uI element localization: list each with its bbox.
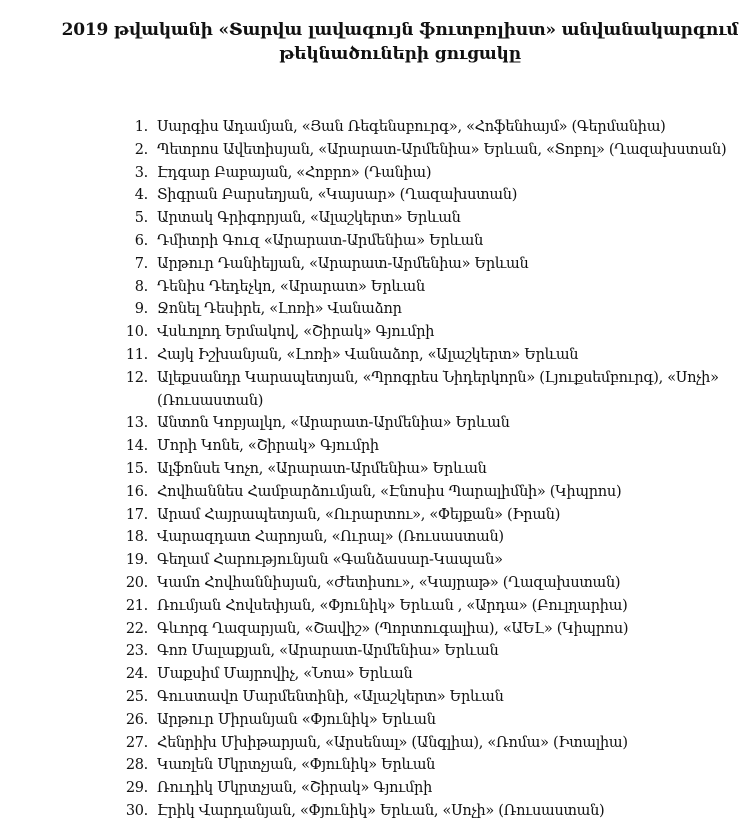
list-item-number: 1. [134,119,148,135]
list-item-number: 29. [125,780,148,797]
list-item-number: 9. [134,301,148,318]
list-item [0,686,752,709]
list-item-text: Էրիկ Վարդանյան, «Փյունիկ» Երևան, «Սոչի» (Ռուսաստան) [157,802,605,819]
list-item-number: 3. [134,164,148,181]
list-item-text: Հայկ Իշխանյան, «Լոռի» Վանաձոր, «Ալաշկերտ» Երևան [157,346,579,363]
list-item [0,618,752,641]
list-item-text: Ալեքսանդր Կարապետյան, «Պրոգրես Նիդերկորն» (Լյուքսեմբուրգ), «Սոչի» (Ռուսաստան) [157,369,719,409]
list-item-text: Մաքսիմ Մայրովիչ, «Նոա» Երևան [157,666,413,683]
list-item-number: 13. [125,415,148,432]
list-item-number: 27. [125,734,148,751]
list-item-number: 4. [134,187,148,204]
list-item-text: Դմիտրի Գուզ «Արարատ-Արմենիա» Երևան [157,232,484,249]
list-item [0,504,752,527]
list-item-number: 24. [125,666,148,683]
list-item [0,367,752,413]
list-item [0,481,752,504]
list-item [0,435,752,458]
list-item [0,344,752,367]
list-item [0,162,752,185]
list-item-number: 16. [125,483,148,500]
list-item-text: Մորի Կոնե, «Շիրակ» Գյումրի [157,438,379,455]
list-item-number: 21. [125,597,148,614]
list-item [0,732,752,755]
list-item [0,298,752,321]
list-item-number: 26. [125,711,148,728]
list-item-text: Արամ Հայրապետյան, «Ուրարտու», «Փեյքան» (Իրան) [157,506,561,523]
list-item-text: Արթուր Միրանյան «Փյունիկ» Երևան [157,711,436,728]
list-item-number: 11. [125,346,148,363]
list-item-text: Արտակ Գրիգորյան, «Ալաշկերտ» Երևան [157,210,461,227]
list-item-number: 28. [125,757,148,774]
list-item-number: 5. [134,210,148,227]
document-title [60,18,740,66]
list-item-text: Գուստավո Մարմենտինի, «Ալաշկերտ» Երևան [157,688,504,705]
list-item-number: 17. [125,506,148,523]
list-item [0,709,752,732]
list-item [0,184,752,207]
title-line-1: 2019 թվականի «Տարվա լավագույն ֆուտբոլիստ» անվանակարգում [61,20,739,40]
list-item-number: 14. [125,438,148,455]
list-item-number: 6. [134,232,148,249]
list-item [0,595,752,618]
list-item [0,139,752,162]
list-item [0,321,752,344]
list-item-text: Ռուդիկ Մկրտչյան, «Շիրակ» Գյումրի [157,780,432,797]
title-line-2: թեկնածուների ցուցակը [279,44,521,64]
list-item-number: 2. [134,141,148,158]
list-item-text: Գոռ Մալաքյան, «Արարատ-Արմենիա» Երևան [157,643,499,660]
list-item-number: 10. [125,324,148,341]
list-item-number: 15. [125,460,148,477]
list-item [0,800,752,823]
list-item [0,116,752,139]
list-item-number: 12. [125,369,148,386]
list-item-text: Անտոն Կոբյալկո, «Արարատ-Արմենիա» Երևան [157,415,510,432]
list-item-number: 19. [125,552,148,569]
list-item-number: 25. [125,688,148,705]
list-item [0,549,752,572]
list-item [0,230,752,253]
list-item-number: 7. [134,255,148,272]
list-item [0,458,752,481]
candidate-list [0,116,752,823]
list-item [0,526,752,549]
list-item-number: 8. [134,278,148,295]
list-item-text: Հովհաննես Համբարձումյան, «Էնոսիս Պարալիմնի» (Կիպրոս) [157,483,622,500]
list-item [0,412,752,435]
list-item-text: Արթուր Դանիելյան, «Արարատ-Արմենիա» Երևան [157,255,529,272]
list-item-text: Ջոնել Դեսիրե, «Լոռի» Վանաձոր [157,301,402,318]
list-item-text: Գևորգ Ղազարյան, «Շավիշ» (Պորտուգալիա), «ԱԵԼ» (Կիպրոս) [157,620,629,637]
list-item-number: 18. [125,529,148,546]
list-item-text: Դենիս Դեդեչկո, «Արարատ» Երևան [157,278,425,295]
list-item-text: Ալֆոնսե Կոչո, «Արարատ-Արմենիա» Երևան [157,460,487,477]
list-item [0,777,752,800]
list-item-text: Գեղամ Հարությունյան «Գանձասար-Կապան» [157,552,503,569]
list-item-text: Կառլեն Մկրտչյան, «Փյունիկ» Երևան [157,757,436,774]
list-item-text: Վարազդատ Հարոյան, «Ուրալ» (Ռուսաստան) [157,529,504,546]
list-item-number: 23. [125,643,148,660]
list-item-text: Կամո Հովհաննիսյան, «Ժետիսու», «Կայրաթ» (Ղազախստան) [157,574,621,591]
list-item [0,253,752,276]
list-item-number: 22. [125,620,148,637]
list-item [0,572,752,595]
list-item-text: Վսևոլոդ Երմակով, «Շիրակ» Գյումրի [157,324,435,341]
list-item-number: 20. [125,574,148,591]
list-item [0,276,752,299]
list-item-text: Էդգար Բաբայան, «Հոբրո» (Դանիա) [157,164,432,181]
list-item [0,640,752,663]
list-item [0,754,752,777]
list-item-text: Ռումյան Հովսեփյան, «Փյունիկ» Երևան , «Արդա» (Բուլղարիա) [157,597,628,614]
list-item-text: Տիգրան Բարսեղյան, «Կայսար» (Ղազախստան) [157,187,518,204]
list-item-text: Պետրոս Ավետիսյան, «Արարատ-Արմենիա» Երևան, «Տոբոլ» (Ղազախստան) [157,141,727,158]
list-item [0,207,752,230]
list-item [0,663,752,686]
list-item-text: Հենրիխ Մխիթարյան, «Արսենալ» (Անգլիա), «Ռոմա» (Իտալիա) [157,734,628,751]
list-item-number: 30. [125,802,148,819]
list-item-text: Սարգիս Ադամյան, «Յան Ռեգենսբուրգ», «Հոֆենհայմ» (Գերմանիա) [157,119,666,135]
